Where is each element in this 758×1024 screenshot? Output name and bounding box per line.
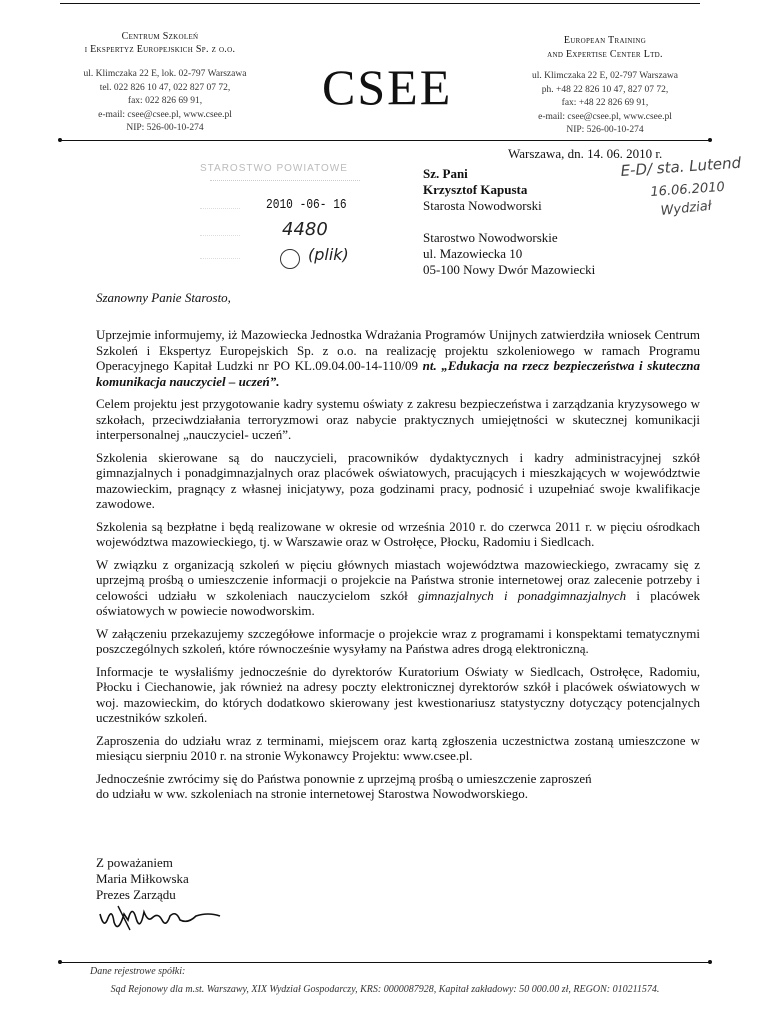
paragraph: W załączeniu przekazujemy szczegółowe informacje o projekcie wraz z programami i konspektami tematycznymi poszczególnych szkoleń, które równocześnie wysyłamy na Państwa adres drogą elektroniczną. xyxy=(96,625,700,656)
csee-logo: CSEE xyxy=(322,59,453,115)
rule-end-dot xyxy=(708,960,712,964)
recipient-office: Starostwo Nowodworskie xyxy=(423,230,558,245)
address-pl-line: NIP: 526-00-10-274 xyxy=(126,123,204,133)
paragraph-text: Uprzejmie informujemy, iż Mazowiecka Jednostka Wdrażania Programów Unijnych zatwierdziła wniosek Centrum Szkoleń i Ekspertyz Europejskich Sp. z o.o. na realizację projektu szkoleniowego w ramach Programu Operacyjnego Kapitał Ludzki nr PO KL.09.04.00-14-110/09 xyxy=(96,327,700,373)
paragraph: Szkolenia skierowane są do nauczycieli, pracowników dydaktycznych i kadry administracyjnej szkół gimnazjalnych i ponadgimnazjalnych oraz placówek oświatowych, pracujących i mieszkających w województwie mazowieckim, pragnący z własnej inicjatywy, poza godzinami pracy, podnosić i uzupełniać swoje kwalifikacje zawodowe. xyxy=(96,449,700,511)
footer-rule xyxy=(60,962,710,963)
company-name-pl-line1: Centrum Szkoleń xyxy=(121,31,199,42)
stamp-line xyxy=(200,258,240,259)
company-name-pl-line2: i Ekspertyz Europejskich Sp. z o.o. xyxy=(84,44,236,55)
paragraph-text: Jednocześnie zwrócimy się do Państwa ponownie z uprzejmą prośbą o umieszczenie zaproszeń xyxy=(96,770,592,786)
recipient-street: ul. Mazowiecka 10 xyxy=(423,246,523,261)
handwritten-note-line: Wydział xyxy=(660,198,713,219)
letter-body xyxy=(96,327,700,809)
recipient-name: Krzysztof Kapusta xyxy=(423,182,528,197)
closing-block xyxy=(96,855,189,903)
footer-label: Dane rejestrowe spółki: xyxy=(90,966,186,977)
recipient-position: Starosta Nowodworski xyxy=(423,198,542,213)
recipient-title: Sz. Pani xyxy=(423,166,468,181)
paragraph-text: do udziału w ww. szkoleniach na stronie internetowej Starostwa Nowodworskiego. xyxy=(96,786,529,801)
salutation: Szanowny Panie Starosto, xyxy=(96,290,231,305)
company-address-en xyxy=(505,70,705,138)
header-rule xyxy=(60,140,710,141)
paragraph xyxy=(96,327,700,389)
project-title: nt. „Edukacja na rzecz bezpieczeństwa i skuteczna komunikacja nauczyciel – uczeń”. xyxy=(96,358,701,389)
paragraph: Celem projektu jest przygotowanie kadry systemu oświaty z zakresu bezpieczeństwa i zarządzania kryzysowego w szkołach, przeciwdziałania terroryzmowi oraz nabycie praktycznych umiejętności w skutecznej komunikacji interpersonalnej „nauczyciel- uczeń”. xyxy=(96,396,700,442)
closing-phrase: Z poważaniem xyxy=(96,855,173,870)
stamp-date: 2010 -06- 16 xyxy=(266,197,347,213)
handwritten-note-line: E-D/ sta. Lutend xyxy=(620,153,742,180)
address-en-line: e-mail: csee@csee.pl, www.csee.pl xyxy=(538,111,672,122)
registry-stamp xyxy=(200,163,390,273)
company-name-en-line1: European Training xyxy=(563,35,647,46)
letter-date: Warszawa, dn. 14. 06. 2010 r. xyxy=(508,146,663,161)
paragraph-text: i placówek oświatowych w powiecie nowodworskim. xyxy=(96,587,700,618)
signatory-title: Prezes Zarządu xyxy=(96,887,176,902)
address-en-line: fax: +48 22 826 69 91, xyxy=(561,98,649,108)
paragraph: Szkolenia są bezpłatne i będą realizowane w okresie od września 2010 r. do czerwca 2011 r. w pięciu ośrodkach województwa mazowieckiego, tj. w Warszawie oraz w Ostrołęce, Płocku, Radomiu i Siedlcach. xyxy=(96,518,700,549)
signature xyxy=(96,900,236,940)
paragraph: Informacje te wysłaliśmy jednocześnie do dyrektorów Kuratorium Oświaty w Siedlcach, Ostrołęce, Radomiu, Płocku i Ciechanowie, jak również na adresy poczty elektronicznej dyrektorów szkół i placówek oświatowych w woj. mazowieckim, do których dodatkowo skierowany jest kwestionariusz statystyczny dotyczący potencjalnych uczestników szkoleń. xyxy=(96,663,700,725)
stamp-note: (plik) xyxy=(308,245,349,264)
address-en-line: ph. +48 22 826 10 47, 827 07 72, xyxy=(541,84,669,95)
stamp-office-name: STAROSTWO POWIATOWE xyxy=(200,163,348,174)
stamp-number: 4480 xyxy=(282,219,328,240)
paragraph-text: W związku z organizacją szkoleń w pięciu głównych miastach województwa mazowieckiego, zwracamy się z uprzejmą prośbą o umieszczenie informacji o projekcie na Państwa stronie internetowej oraz zalecenie potrzeby i celowości udziału w szkoleniach nauczycielom szkół xyxy=(96,556,700,603)
signatory-name: Maria Miłkowska xyxy=(96,871,189,886)
address-en-line: ul. Klimczaka 22 E, 02-797 Warszawa xyxy=(532,71,678,81)
address-pl-line: fax: 022 826 69 91, xyxy=(127,96,203,106)
recipient-city: 05-100 Nowy Dwór Mazowiecki xyxy=(423,262,596,277)
address-en-line: NIP: 526-00-10-274 xyxy=(566,125,644,135)
top-rule xyxy=(60,3,700,4)
address-pl-line: ul. Klimczaka 22 E, lok. 02-797 Warszawa xyxy=(83,69,247,79)
address-pl-line: e-mail: csee@csee.pl, www.csee.pl xyxy=(98,109,232,120)
footer-registration-info: Sąd Rejonowy dla m.st. Warszawy, XIX Wydział Gospodarczy, KRS: 0000087928, Kapitał zakładowy: 50 000.00 zł, REGON: 010211574. xyxy=(110,984,660,995)
circle-mark xyxy=(280,249,300,269)
paragraph xyxy=(96,771,700,802)
paragraph xyxy=(96,557,700,619)
paragraph: Zaproszenia do udziału wraz z terminami, miejscem oraz kartą zgłoszenia uczestnictwa zostaną umieszczone w miesiącu sierpniu 2010 r. na stronie Wykonawcy Projektu: www.csee.pl. xyxy=(96,732,700,763)
address-pl-line: tel. 022 826 10 47, 022 827 07 72, xyxy=(99,82,231,93)
company-address-pl xyxy=(60,68,270,136)
recipient-block xyxy=(423,166,703,278)
stamp-line xyxy=(210,180,360,181)
company-name-en-line2: and Expertise Center Ltd. xyxy=(547,49,663,60)
stamp-line xyxy=(200,208,240,209)
handwritten-note-line: 16.06.2010 xyxy=(650,179,726,200)
rule-end-dot xyxy=(708,138,712,142)
paragraph-emphasis: gimnazjalnych i ponadgimnazjalnych xyxy=(417,587,627,603)
stamp-line xyxy=(200,235,240,236)
